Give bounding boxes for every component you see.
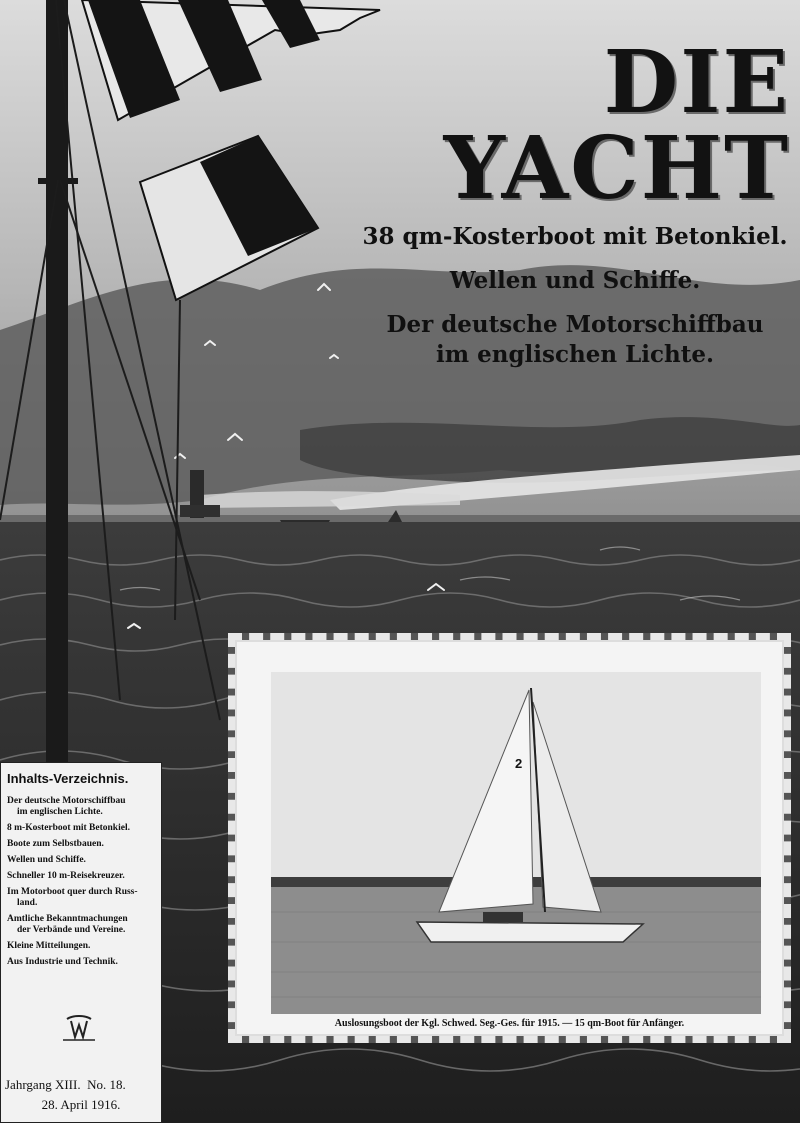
list-item: Boote zum Selbstbauen. <box>7 839 104 849</box>
sail-number: 2 <box>515 756 523 771</box>
list-item: Wellen und Schiffe. <box>7 855 86 865</box>
table-of-contents <box>0 762 162 1123</box>
cover-headlines <box>360 222 790 370</box>
publisher-monogram-icon <box>59 1013 99 1043</box>
headline-2: Wellen und Schiffe. <box>449 267 701 294</box>
mast <box>46 0 68 780</box>
list-item: Schneller 10 m-Reisekreuzer. <box>7 871 125 881</box>
issue-number: No. 18. <box>87 1077 126 1092</box>
list-item: Aus Industrie und Technik. <box>7 957 118 967</box>
contents-list <box>1 796 161 968</box>
list-item: 8 m-Kosterboot mit Betonkiel. <box>7 823 130 833</box>
issue-info <box>1 1077 161 1113</box>
list-item: Kleine Mitteilungen. <box>7 941 91 951</box>
contents-title: Inhalts-Verzeichnis. <box>7 771 129 786</box>
photo-caption: Auslosungsboot der Kgl. Schwed. Seg.-Ges. für 1915. — 15 qm-Boot für Anfänger. <box>334 1018 685 1029</box>
list-item: Im Motorboot quer durch Russ- land. <box>7 887 138 908</box>
list-item: Der deutsche Motorschiffbau im englischen Lichte. <box>7 796 126 817</box>
list-item: Amtliche Bekanntmachungen der Verbände und Vereine. <box>7 914 128 935</box>
issue-date: 28. April 1916. <box>41 1097 121 1112</box>
headline-3-line-1: Der deutsche Motorschiffbau <box>386 311 764 338</box>
photo-frame <box>228 633 791 1043</box>
volume-number: Jahrgang XIII. <box>5 1077 81 1092</box>
sailboat-photo <box>271 672 761 1014</box>
headline-3-line-2: im englischen Lichte. <box>436 341 714 368</box>
magazine-title: DIE YACHT <box>443 32 790 219</box>
headline-1: 38 qm-Kosterboot mit Betonkiel. <box>362 223 788 250</box>
